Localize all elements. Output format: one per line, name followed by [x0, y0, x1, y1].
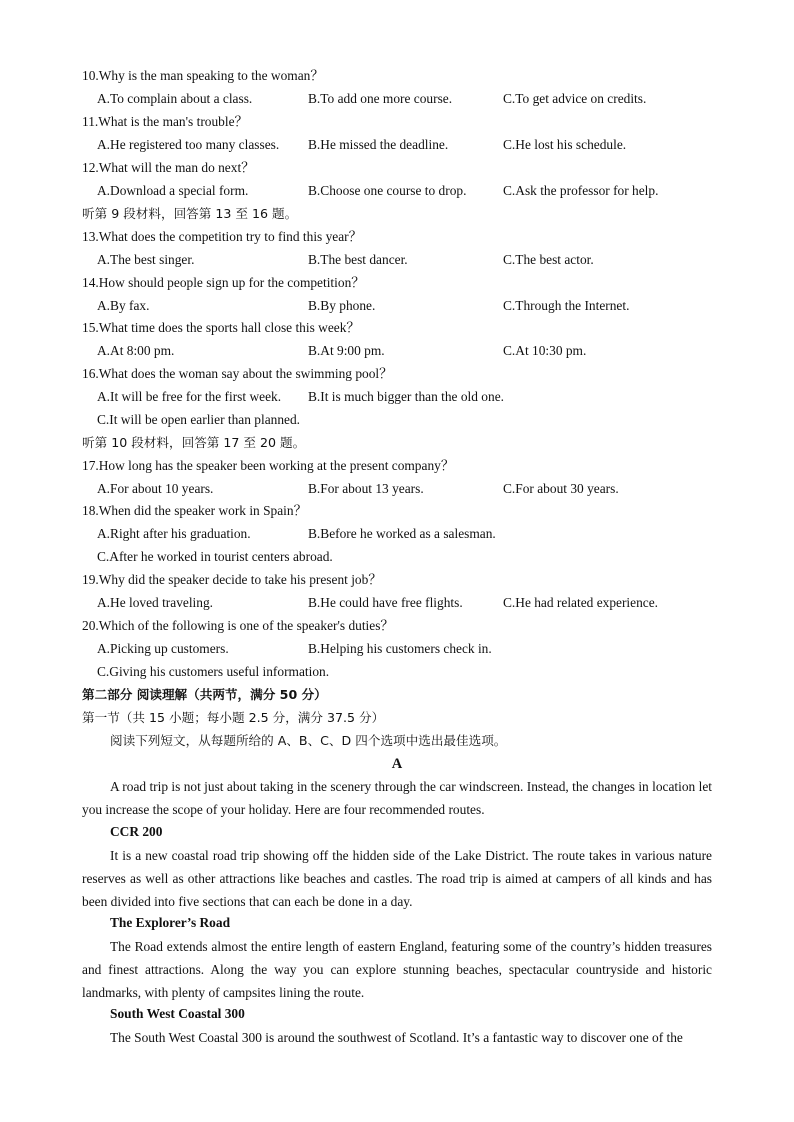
q13-option-a: A.The best singer.	[97, 252, 195, 267]
q11-option-c: C.He lost his schedule.	[503, 137, 627, 152]
material-10-instruction: 听第 10 段材料，回答第 17 至 20 题。	[82, 435, 306, 450]
q17-option-b: B.For about 13 years.	[308, 481, 424, 496]
q13-option-c: C.The best actor.	[503, 252, 594, 267]
q10-option-b: B.To add one more course.	[308, 91, 453, 106]
question-20: 20.Which of the following is one of the speaker's duties？	[82, 618, 394, 633]
question-19: 19.Why did the speaker decide to take his present job？	[82, 572, 382, 587]
q11-option-b: B.He missed the deadline.	[308, 137, 449, 152]
q12-option-a: A.Download a special form.	[97, 183, 249, 198]
passage-label: A	[391, 756, 403, 772]
q20-option-b: B.Helping his customers check in.	[308, 641, 492, 656]
q14-option-c: C.Through the Internet.	[503, 298, 630, 313]
q11-option-a: A.He registered too many classes.	[97, 137, 280, 152]
question-16: 16.What does the woman say about the swimming pool？	[82, 366, 393, 381]
q12-option-b: B.Choose one course to drop.	[308, 183, 467, 198]
q20-option-a: A.Picking up customers.	[97, 641, 229, 656]
passage-intro: A road trip is not just about taking in the scenery through the car windscreen. Instead, the changes in location let you increase the scope of your holiday. Here are four recommended routes.	[82, 779, 712, 817]
q17-option-a: A.For about 10 years.	[97, 481, 214, 496]
q13-option-b: B.The best dancer.	[308, 252, 408, 267]
route-text-explorers-road: The Road extends almost the entire length of eastern England, featuring some of the country’s hidden treasures and finest attractions. Along the way you can explore stunning beaches, spectacular countryside and historic landmarks, with plenty of campsites lining the route.	[82, 939, 712, 1000]
reading-directions: 阅读下列短文，从每题所给的 A、B、C、D 四个选项中选出最佳选项。	[110, 733, 507, 748]
q14-option-a: A.By fax.	[97, 298, 150, 313]
question-13: 13.What does the competition try to find this year？	[82, 229, 363, 244]
q19-option-c: C.He had related experience.	[503, 595, 659, 610]
q20-option-c: C.Giving his customers useful information.	[97, 664, 330, 679]
part-2-title: 第二部分 阅读理解（共两节，满分 50 分）	[82, 687, 327, 702]
q18-option-c: C.After he worked in tourist centers abroad.	[97, 549, 333, 564]
question-10: 10.Why is the man speaking to the woman？	[82, 68, 324, 83]
question-14: 14.How should people sign up for the competition？	[82, 275, 365, 290]
q12-option-c: C.Ask the professor for help.	[503, 183, 659, 198]
q18-option-a: A.Right after his graduation.	[97, 526, 251, 541]
question-12: 12.What will the man do next？	[82, 160, 255, 175]
route-text-south-west-coastal: The South West Coastal 300 is around the southwest of Scotland. It’s a fantastic way to discover one of the	[110, 1030, 683, 1045]
q16-option-b: B.It is much bigger than the old one.	[308, 389, 504, 404]
q17-option-c: C.For about 30 years.	[503, 481, 619, 496]
route-text-ccr-200: It is a new coastal road trip showing off the hidden side of the Lake District. The route takes in various nature reserves as well as other attractions like beaches and castles. The road trip is aimed at campers of all kinds and has been divided into five sections that can each be done in a day.	[82, 848, 712, 909]
q10-option-a: A.To complain about a class.	[97, 91, 253, 106]
q18-option-b: B.Before he worked as a salesman.	[308, 526, 496, 541]
q19-option-a: A.He loved traveling.	[97, 595, 214, 610]
q10-option-c: C.To get advice on credits.	[503, 91, 647, 106]
question-11: 11.What is the man's trouble？	[82, 114, 248, 129]
route-title-ccr-200: CCR 200	[110, 824, 163, 839]
route-title-south-west-coastal: South West Coastal 300	[110, 1006, 245, 1021]
q15-option-a: A.At 8:00 pm.	[97, 343, 175, 358]
q14-option-b: B.By phone.	[308, 298, 376, 313]
question-17: 17.How long has the speaker been working at the present company？	[82, 458, 455, 473]
q16-option-c: C.It will be open earlier than planned.	[97, 412, 301, 427]
q15-option-c: C.At 10:30 pm.	[503, 343, 587, 358]
material-9-instruction: 听第 9 段材料，回答第 13 至 16 题。	[82, 206, 298, 221]
q19-option-b: B.He could have free flights.	[308, 595, 463, 610]
q15-option-b: B.At 9:00 pm.	[308, 343, 385, 358]
question-15: 15.What time does the sports hall close this week？	[82, 320, 360, 335]
section-1-title: 第一节（共 15 小题；每小题 2.5 分，满分 37.5 分）	[82, 710, 385, 725]
route-title-explorers-road: The Explorer’s Road	[110, 915, 231, 930]
question-18: 18.When did the speaker work in Spain？	[82, 503, 307, 518]
q16-option-a: A.It will be free for the first week.	[97, 389, 282, 404]
